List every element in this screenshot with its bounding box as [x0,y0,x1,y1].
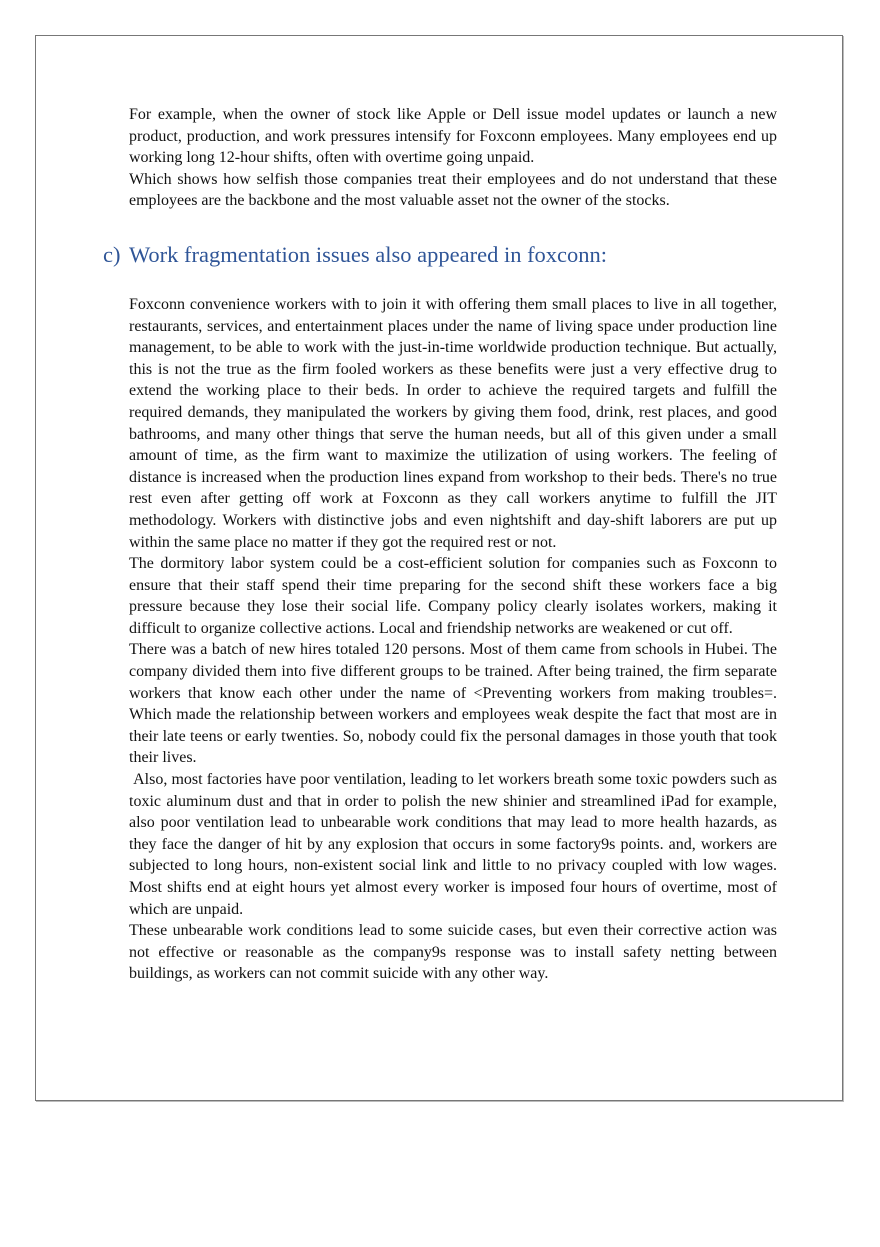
body-paragraph-2: The dormitory labor system could be a cost-efficient solution for companies such as Foxconn to ensure that their staff spend their time preparing for the second shift these workers face a big pressure because they lose their social life. Company policy clearly isolates workers, making it difficult to organize collective actions. Local and friendship networks are weakened or cut off. [129,555,777,637]
body-paragraph-3: There was a batch of new hires totaled 120 persons. Most of them came from schools in Hubei. The company divided them into five different groups to be trained. After being trained, the firm separate workers that know each other under the name of <Preventing workers from making troubles=. Which made the relationship between workers and employees weak despite the fact that most are in their late teens or early twenties. So, nobody could fix the personal damages in those youth that took their lives. [129,641,777,767]
body-paragraph-1: Foxconn convenience workers with to join it with offering them small places to live in all together, restaurants, services, and entertainment places under the name of living space under production line management, to be able to work with the just-in-time worldwide production technique. But actually, this is not the true as the firm fooled workers as these benefits were just a very effective drug to extend the working place to their beds. In order to achieve the required targets and fulfill the required demands, they manipulated the workers by giving them food, drink, rest places, and good bathrooms, and many other things that serve the human needs, but all of this given under a small amount of time, as the firm want to maximize the utilization of using workers. The feeling of distance is increased when the production lines expand from workshop to their beds. There's no true rest even after getting off work at Foxconn as they call workers anytime to fulfill the JIT methodology. Workers with distinctive jobs and even nightshift and day-shift laborers are put up within the same place no matter if they got the required rest or not. [129,295,777,551]
intro-paragraph-1: For example, when the owner of stock like Apple or Dell issue model updates or launch a new product, production, and work pressures intensify for Foxconn employees. Many employees end up working long 12-hour shifts, often with overtime going unpaid. [129,106,777,167]
body-paragraph-4: Also, most factories have poor ventilation, leading to let workers breath some toxic powders such as toxic aluminum dust and that in order to polish the new shinier and streamlined iPad for example, also poor ventilation lead to unbearable work conditions that may lead to more health hazards, as they face the danger of hit by any explosion that occurs in some factory9s points. and, workers are subjected to long hours, non-existent social link and little to no privacy coupled with low wages. Most shifts end at eight hours yet almost every worker is imposed four hours of overtime, most of which are unpaid. [129,771,782,918]
body-paragraph-5: These unbearable work conditions lead to some suicide cases, but even their corrective action was not effective or reasonable as the company9s response was to install safety netting between buildings, as workers can not commit suicide with any other way. [129,922,777,983]
section-heading [103,240,777,270]
document-body [103,104,782,985]
section-marker: c) [103,241,121,267]
section-title: Work fragmentation issues also appeared in foxconn: [129,241,608,267]
intro-paragraph-2: Which shows how selfish those companies treat their employees and do not understand that these employees are the backbone and the most valuable asset not the owner of the stocks. [129,170,777,210]
